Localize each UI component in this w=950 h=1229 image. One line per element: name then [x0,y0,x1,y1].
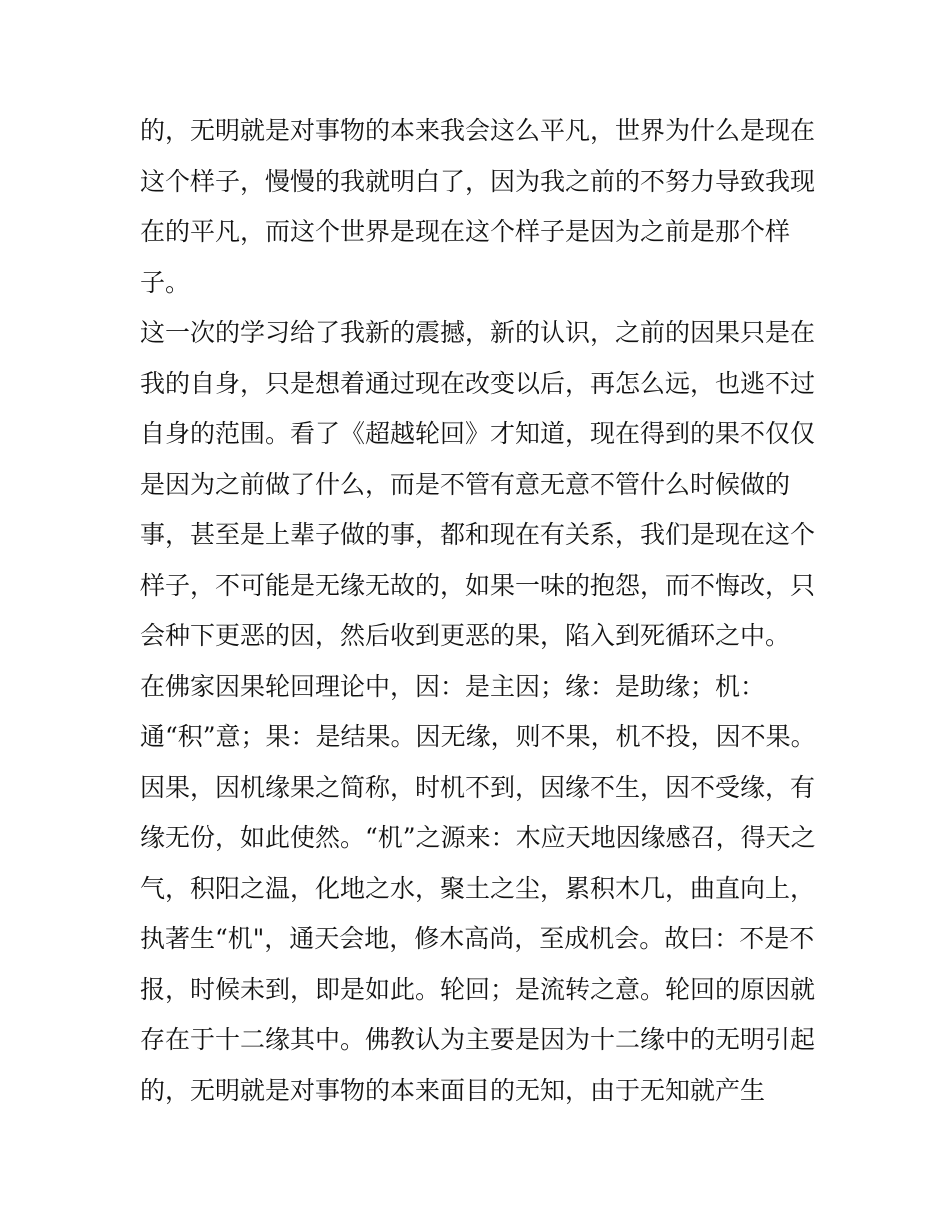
body-text [140,106,820,1116]
text-line: 是因为之前做了什么，而是不管有意无意不管什么时候做的 [140,469,791,499]
text-line: 在佛家因果轮回理论中，因：是主因；缘：是助缘；机： [140,671,766,701]
text-line: 的，无明就是对事物的本来面目的无知，由于无知就产生 [140,1075,766,1105]
text-line: 样子，不可能是无缘无故的，如果一味的抱怨，而不悔改，只 [140,570,816,600]
text-line: 在的平凡，而这个世界是现在这个样子是因为之前是那个样 [140,217,791,246]
text-line: 事，甚至是上辈子做的事，都和现在有关系，我们是现在这个 [140,520,816,549]
text-line: 会种下更恶的因，然后收到更恶的果，陷入到死循环之中。 [140,621,791,650]
text-line: 子。 [140,267,191,297]
text-line: 我的自身，只是想着通过现在改变以后，再怎么远，也逃不过 [140,368,816,398]
text-line: 这个样子，慢慢的我就明白了，因为我之前的不努力导致我现 [140,166,816,196]
text-line: 缘无份，如此使然。“机”之源来：木应天地因缘感召，得天之 [140,823,816,852]
text-line: 的，无明就是对事物的本来我会这么平凡，世界为什么是现在 [140,116,816,145]
text-line: 因果，因机缘果之简称，时机不到，因缘不生，因不受缘，有 [140,772,816,802]
text-line: 这一次的学习给了我新的震撼，新的认识，之前的因果只是在 [140,318,816,347]
text-line: 自身的范围。看了《超越轮回》才知道，现在得到的果不仅仅 [140,419,816,448]
text-line: 存在于十二缘其中。佛教认为主要是因为十二缘中的无明引起 [140,1025,816,1054]
text-line: 通“积”意；果：是结果。因无缘，则不果，机不投，因不果。 [140,722,816,751]
text-line: 执著生“机"，通天会地，修木高尚，至成机会。故曰：不是不 [140,924,815,953]
text-line: 气，积阳之温，化地之水，聚土之尘，累积木几，曲直向上， [140,873,816,903]
text-line: 报，时候未到，即是如此。轮回；是流转之意。轮回的原因就 [140,974,816,1004]
